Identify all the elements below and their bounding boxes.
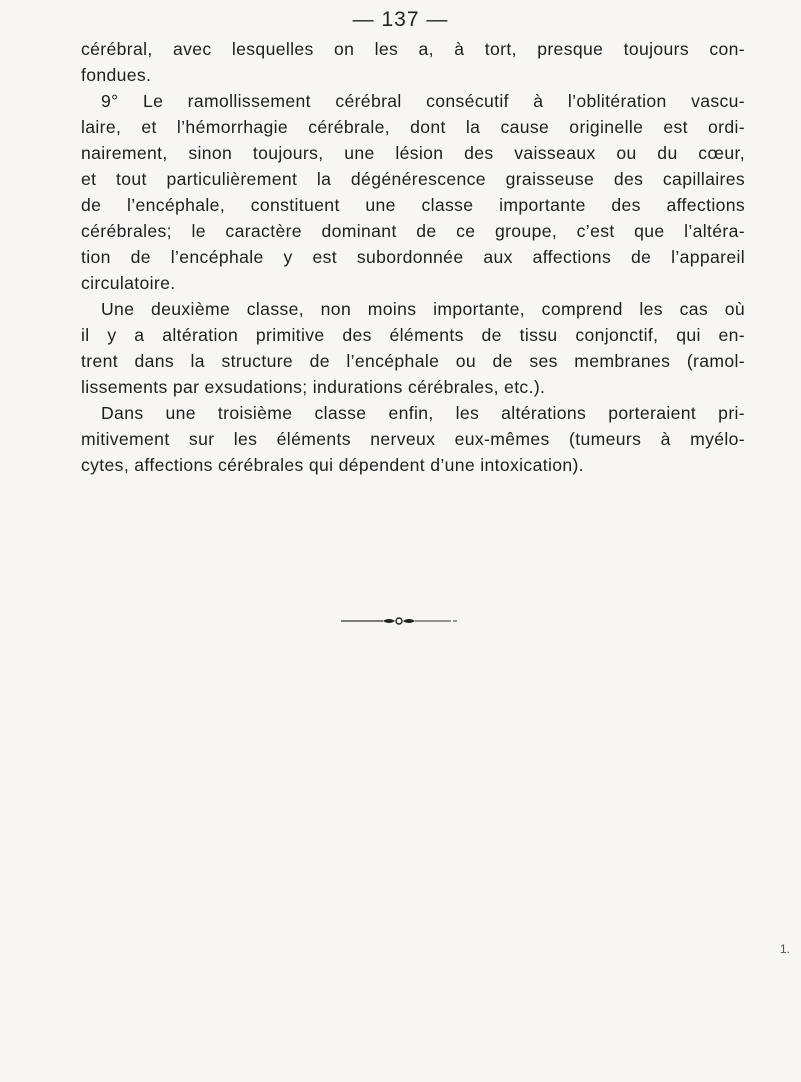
text-line: mitivement sur les éléments nerveux eux-mêmes (tumeurs à myélo- [81, 429, 745, 449]
text-line: laire, et l’hémorrhagie cérébrale, dont la cause originelle est ordi- [81, 117, 745, 137]
text-line: cytes, affections cérébrales qui dépendent d’une intoxication). [81, 455, 584, 475]
text-line: circulatoire. [81, 273, 176, 293]
text-line: cérébrales; le caractère dominant de ce groupe, c’est que l’altéra- [81, 221, 745, 241]
text-line: 9° Le ramollissement cérébral consécutif à l’oblitération vascu- [101, 91, 745, 111]
text-line: cérébral, avec lesquelles on les a, à tort, presque toujours con- [81, 39, 745, 59]
text-line: tion de l’encéphale y est subordonnée aux affections de l’appareil [81, 247, 745, 267]
text-line: lissements par exsudations; indurations cérébrales, etc.). [81, 377, 546, 397]
text-line: Dans une troisième classe enfin, les altérations porteraient pri- [101, 403, 745, 423]
text-line: et tout particulièrement la dégénérescence graisseuse des capillaires [81, 169, 745, 189]
text-line: Une deuxième classe, non moins importante, comprend les cas où [101, 299, 745, 319]
body-text [81, 36, 745, 478]
text-line: trent dans la structure de l’encéphale ou de ses membranes (ramol- [81, 351, 745, 371]
signature-mark: 1. [780, 942, 791, 956]
text-line: nairement, sinon toujours, une lésion des vaisseaux ou du cœur, [81, 143, 745, 163]
text-line: il y a altération primitive des éléments de tissu conjonctif, qui en- [81, 325, 745, 345]
text-line: fondues. [81, 65, 152, 85]
text-line: de l’encéphale, constituent une classe importante des affections [81, 195, 745, 215]
ornament-divider [339, 614, 459, 628]
page-header: — 137 — [352, 8, 449, 31]
